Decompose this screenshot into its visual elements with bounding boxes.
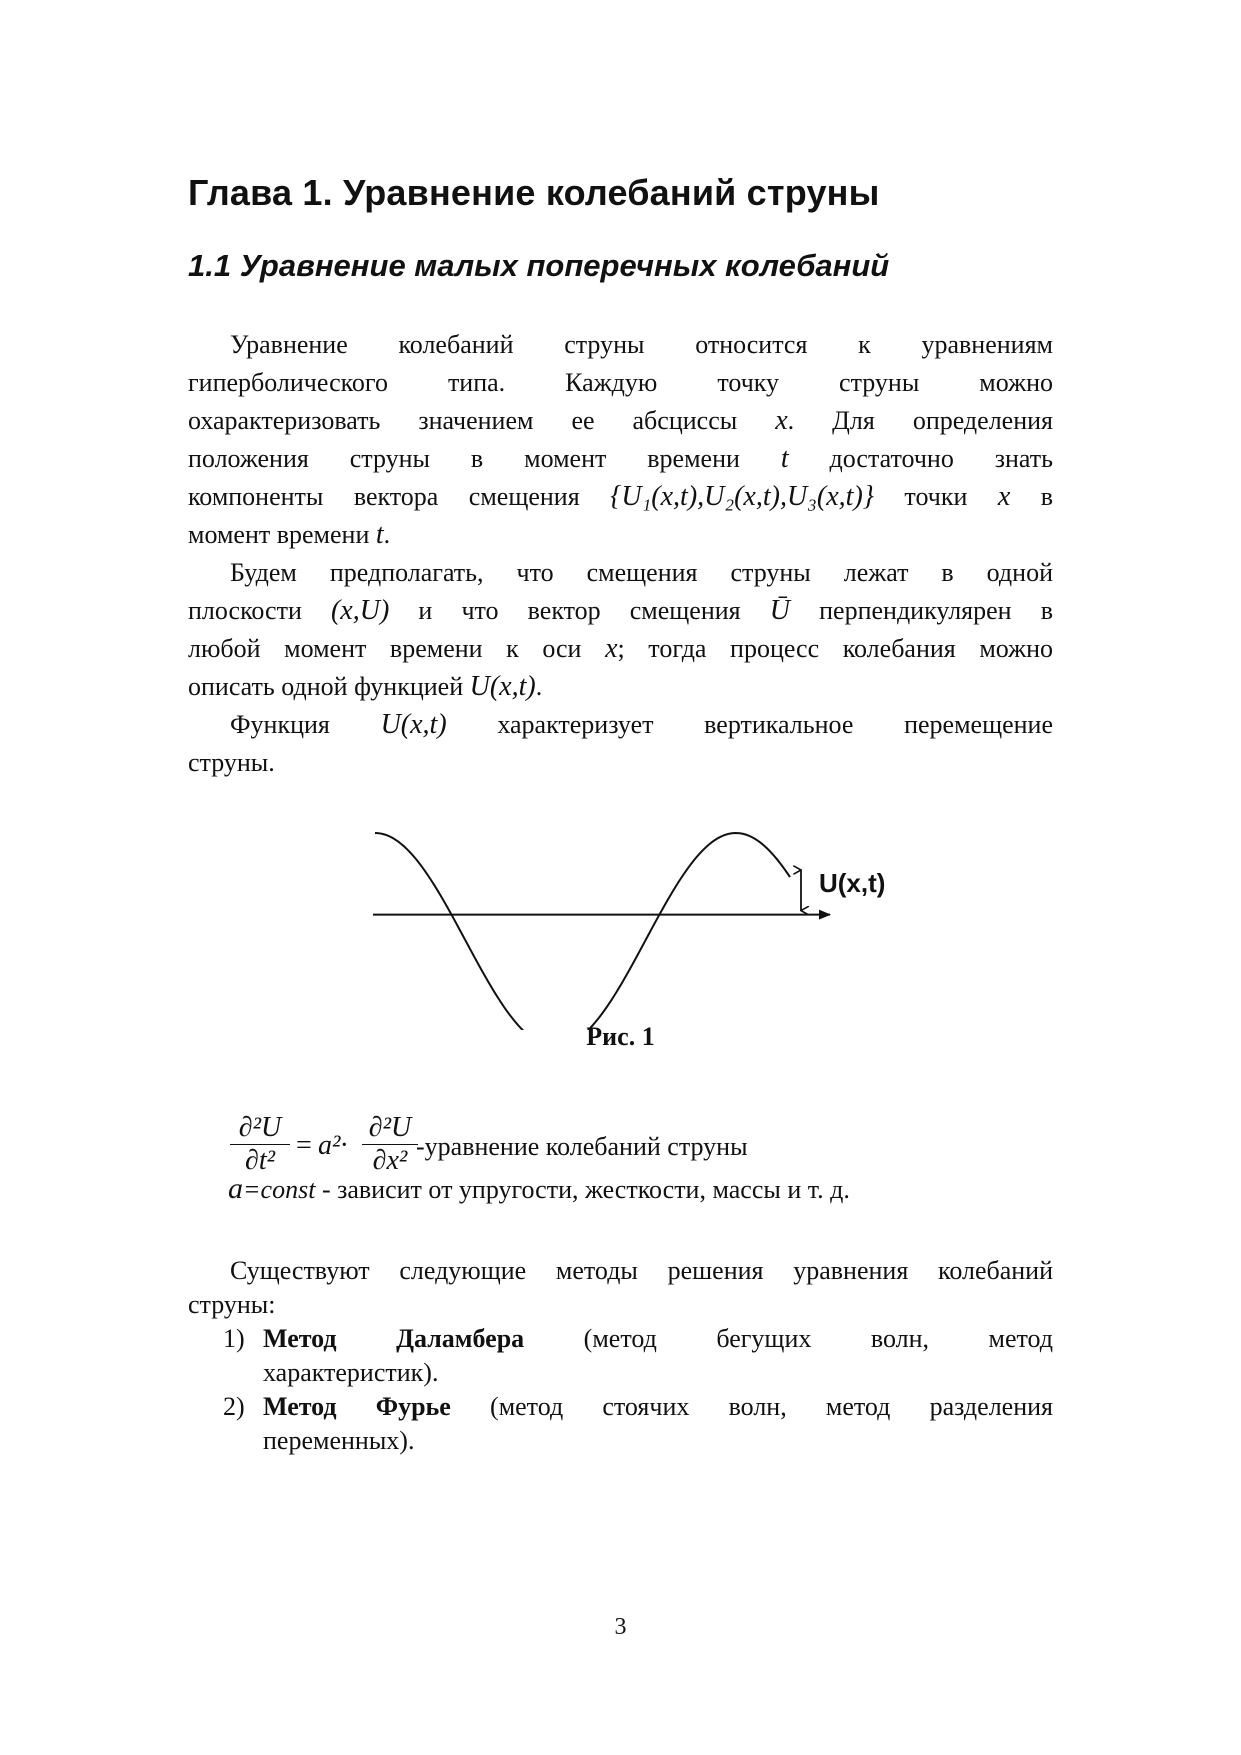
p3-line-1-text: Функция	[230, 710, 330, 739]
p3-line-2: струны.	[188, 748, 275, 777]
var-x: x	[997, 481, 1011, 512]
rhs-numerator: ∂²U	[368, 1112, 412, 1143]
p2-line-2-text: плоскости	[188, 596, 302, 625]
paragraph-3	[188, 706, 1053, 782]
constant-description: - зависит от упругости, жесткости, массы и т. д.	[315, 1175, 850, 1204]
list-first-line	[263, 1322, 1053, 1356]
p2-line-2-tail: перпендикулярен в	[819, 596, 1053, 625]
method-description-continued: характеристик).	[263, 1358, 439, 1387]
constant-line	[228, 1170, 1093, 1209]
list-body	[263, 1390, 1053, 1458]
p3-line-1-tail: характеризует вертикальное перемещение	[497, 710, 1054, 739]
p1-line-6-text: момент времени	[188, 520, 370, 549]
p1-line-3-tail: . Для определения	[787, 406, 1053, 435]
paragraph-1	[188, 326, 1053, 554]
p2-line-3-tail: ; тогда процесс колебания можно	[617, 634, 1054, 663]
lhs-fraction	[230, 1112, 290, 1177]
p1-line-4-tail: достаточно знать	[829, 444, 1054, 473]
method-description: (метод бегущих волн, метод	[583, 1324, 1054, 1353]
equation-description: -уравнение колебаний струны	[416, 1132, 748, 1161]
p2-line-3-text: любой момент времени к оси	[188, 634, 582, 663]
p1-line-5	[188, 478, 1053, 516]
method-description: (метод стоячих волн, метод разделения	[490, 1392, 1053, 1421]
p1-line-5-word: точки	[904, 482, 968, 511]
paragraph-2	[188, 554, 1053, 706]
p1-line-5-text: компоненты вектора смещения	[188, 482, 580, 511]
var-x: x	[605, 633, 618, 664]
p2-line-4-tail: .	[535, 672, 543, 701]
method-description-continued: переменных).	[263, 1426, 415, 1455]
coefficient-a2: a²·	[318, 1130, 348, 1161]
p1-line-2: гиперболического типа. Каждую точку струны можно	[188, 368, 1053, 397]
p2-line-4	[188, 668, 1053, 706]
function-u: U(x,t)	[469, 671, 536, 702]
figure-wave	[370, 830, 890, 1030]
displacement-vector: {U₁(x,t),U₂(x,t),U₃(x,t)}	[610, 481, 874, 512]
p2-line-3	[188, 630, 1053, 668]
equals-sign: =	[296, 1130, 312, 1161]
p1-line-6	[188, 516, 1053, 554]
list-first-line	[263, 1390, 1053, 1424]
p1-line-5-tail: в	[1040, 482, 1054, 511]
section-title: 1.1 Уравнение малых поперечных колебаний	[188, 248, 890, 283]
p1-line-3-text: охарактеризовать значением ее абсциссы	[188, 406, 738, 435]
rhs-fraction	[362, 1112, 418, 1177]
wave-curve	[375, 833, 790, 1030]
list-item	[225, 1390, 1053, 1458]
var-t: t	[780, 443, 789, 474]
p1-line-1: Уравнение колебаний струны относится к уравнениям	[230, 330, 1053, 359]
function-u: U(x,t)	[380, 709, 447, 740]
const-label: =const	[243, 1175, 316, 1204]
list-number: 1)	[223, 1324, 245, 1353]
list-item	[225, 1322, 1053, 1390]
methods-intro	[188, 1254, 1053, 1322]
var-a: a	[228, 1172, 243, 1205]
var-t: t	[375, 519, 384, 550]
p1-line-3	[188, 402, 1053, 440]
rhs-denominator: ∂x²	[372, 1145, 408, 1176]
plane-xu: (x,U)	[330, 595, 390, 626]
p1-line-4-text: положения струны в момент времени	[188, 444, 740, 473]
var-x: x	[775, 405, 788, 436]
p2-line-1: Будем предполагать, что смещения струны лежат в одной	[230, 558, 1053, 587]
method-name: Метод Фурье	[263, 1392, 451, 1421]
displacement-label: U(x,t)	[819, 868, 886, 898]
p2-line-4-text: описать одной функцией	[188, 672, 464, 701]
p1-line-4	[188, 440, 1053, 478]
lhs-denominator: ∂t²	[244, 1145, 275, 1176]
chapter-title: Глава 1. Уравнение колебаний струны	[188, 172, 880, 213]
p2-line-2-mid: и что вектор смещения	[418, 596, 741, 625]
list-body	[263, 1322, 1053, 1390]
list-number: 2)	[223, 1392, 245, 1421]
page-number: 3	[614, 1614, 627, 1640]
vector-u: Ū	[769, 595, 790, 626]
p1-line-6-tail: .	[383, 520, 391, 549]
method-name: Метод Даламбера	[263, 1324, 525, 1353]
methods-intro-line-1: Существуют следующие методы решения уравнения колебаний	[230, 1256, 1053, 1285]
methods-intro-line-2: струны:	[188, 1290, 276, 1319]
lhs-numerator: ∂²U	[238, 1112, 282, 1143]
p3-line-1	[188, 706, 1053, 744]
figure-caption: Рис. 1	[586, 1022, 655, 1051]
p2-line-2	[188, 592, 1053, 630]
